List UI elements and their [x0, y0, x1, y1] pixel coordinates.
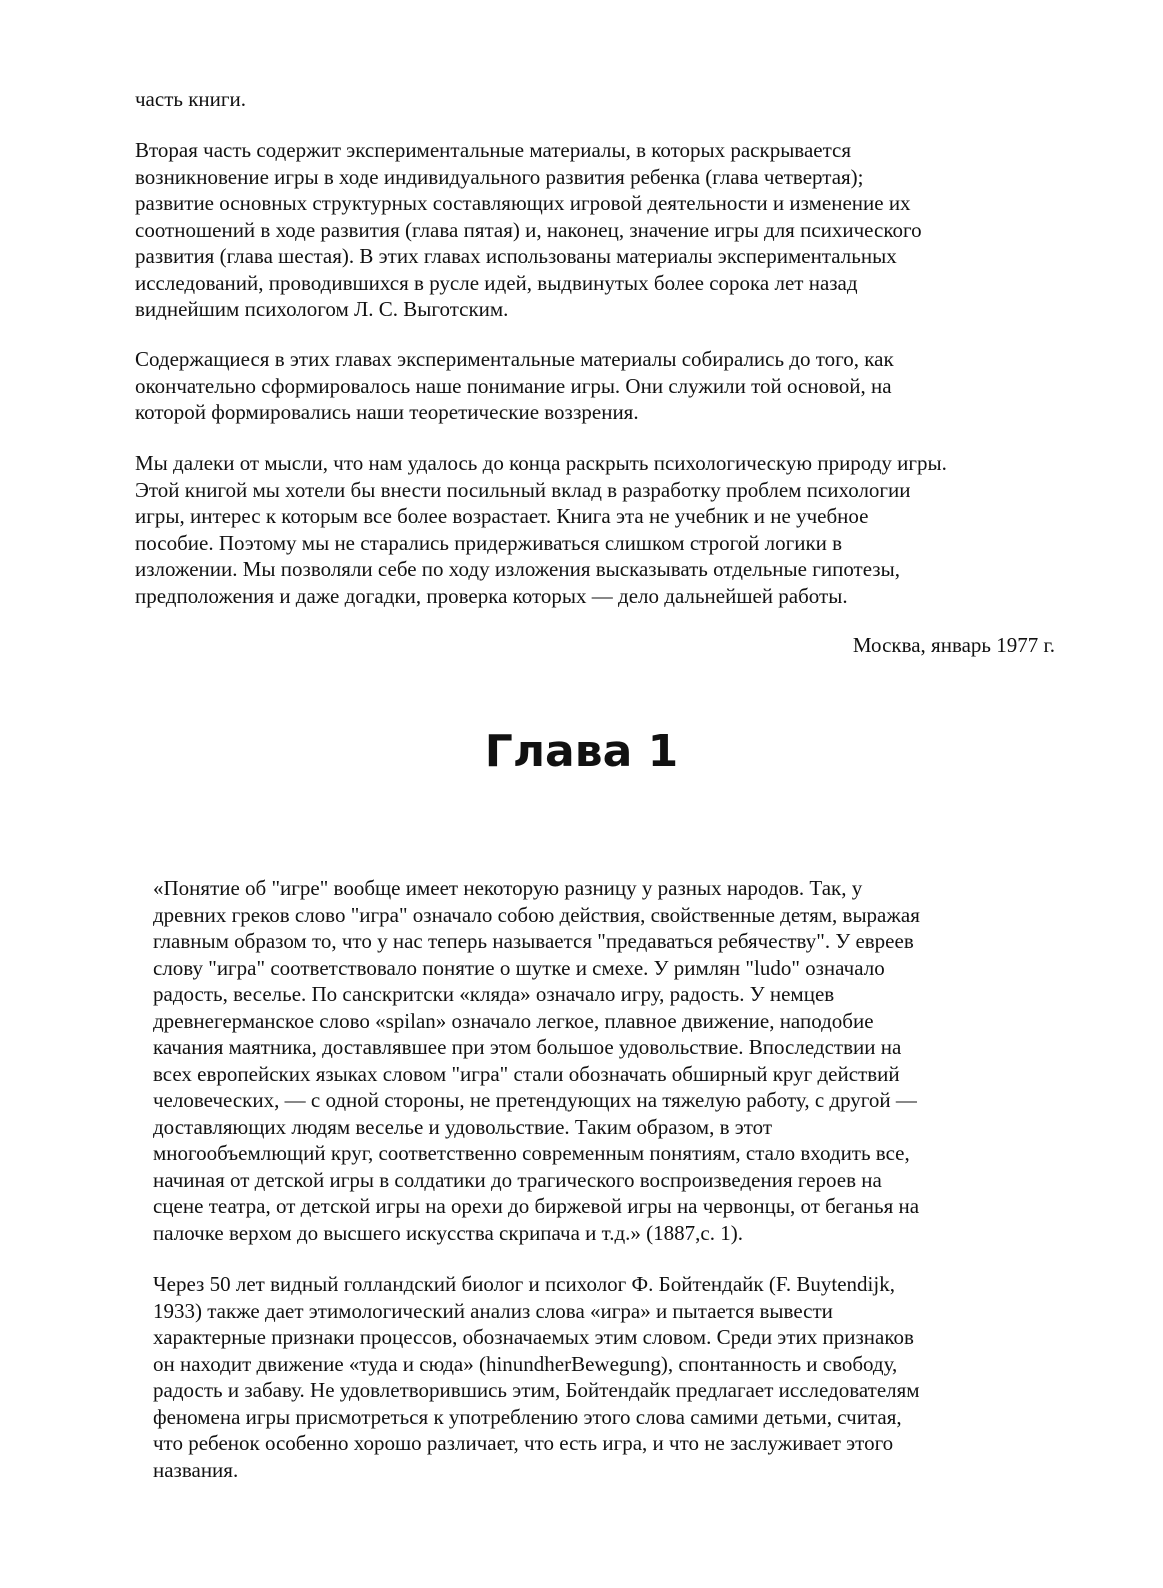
- text-line: игры, интерес к которым все более возрастает. Книга эта не учебник и не учебное: [135, 504, 869, 528]
- text-line: которой формировались наши теоретические воззрения.: [135, 400, 639, 424]
- text-line: феномена игры присмотреться к употреблению этого слова самими детьми, считая,: [153, 1404, 902, 1429]
- text-line: радость и забаву. Не удовлетворившись этим, Бойтендайк предлагает исследователям: [153, 1378, 920, 1402]
- text-line: соотношений в ходе развития (глава пятая) и, наконец, значение игры для психического: [135, 217, 922, 242]
- paragraph: [135, 450, 1055, 609]
- paragraph: [135, 86, 1055, 113]
- text-line: Этой книгой мы хотели бы внести посильный вклад в разработку проблем психологии: [135, 477, 911, 502]
- paragraph-buytendijk: [153, 1271, 1053, 1483]
- text-line: доставляющих людям веселье и удовольствие. Таким образом, в этот: [153, 1114, 773, 1139]
- text-line: всех европейских языках словом "игра" стали обозначать обширный круг действий: [153, 1061, 900, 1086]
- paragraph-intro-end: [135, 86, 1055, 113]
- text-line: палочке верхом до высшего искусства скрипача и т.д.» (1887,с. 1).: [153, 1220, 743, 1245]
- paragraph: [135, 137, 1055, 323]
- text-line: древнегерманское слово «spilan» означало легкое, плавное движение, наподобие: [153, 1008, 874, 1033]
- text-line: древних греков слово "игра" означало собою действия, свойственные детям, выражая: [153, 902, 920, 927]
- chapter-title: Глава 1: [484, 726, 679, 777]
- text-line: характерные признаки процессов, обозначаемых этим словом. Среди этих признаков: [153, 1325, 914, 1349]
- text-line: названия.: [153, 1457, 239, 1482]
- text-line: часть книги.: [135, 87, 246, 111]
- text-line: Через 50 лет видный голландский биолог и психолог Ф. Бойтендайк (F. Buytendijk,: [153, 1272, 895, 1296]
- text-line: он находит движение «туда и сюда» (hinundherBewegung), спонтанность и свободу,: [153, 1351, 898, 1376]
- text-line: сцене театра, от детской игры на орехи до биржевой игры на червонцы, от беганья на: [153, 1194, 920, 1218]
- text-line: качания маятника, доставлявшее при этом большое удовольствие. Впоследствии на: [153, 1035, 902, 1059]
- text-line: окончательно сформировалось наше понимание игры. Они служили той основой, на: [135, 373, 892, 398]
- paragraph: [135, 346, 1055, 426]
- paragraph: [153, 875, 1053, 1246]
- text-line: что ребенок особенно хорошо различает, что есть игра, и что не заслуживает этого: [153, 1431, 894, 1455]
- text-line: пособие. Поэтому мы не старались придерживаться слишком строгой логики в: [135, 530, 843, 555]
- paragraph: [153, 1271, 1053, 1483]
- text-line: Вторая часть содержит экспериментальные материалы, в которых раскрывается: [135, 138, 851, 162]
- text-line: развитие основных структурных составляющих игровой деятельности и изменение их: [135, 191, 911, 215]
- text-line: многообъемлющий круг, соответственно современным понятиям, стало входить все,: [153, 1141, 910, 1165]
- text-line: радость, веселье. По санскритски «кляда» означало игру, радость. У немцев: [153, 982, 835, 1006]
- text-line: виднейшим психологом Л. С. Выготским.: [135, 297, 509, 321]
- paragraph-second-part: [135, 137, 1055, 323]
- text-line: главным образом то, что у нас теперь называется "предаваться ребячеству". У евреев: [153, 929, 914, 953]
- paragraph-materials: [135, 346, 1055, 426]
- text-line: начиная от детской игры в солдатики до трагического воспроизведения героев на: [153, 1167, 882, 1192]
- paragraph-conclusion: [135, 450, 1055, 609]
- text-line: предположения и даже догадки, проверка которых — дело дальнейшей работы.: [135, 583, 848, 608]
- text-line: возникновение игры в ходе индивидуального развития ребенка (глава четвертая);: [135, 164, 864, 189]
- text-line: «Понятие об "игре" вообще имеет некоторую разницу у разных народов. Так, у: [153, 876, 863, 900]
- text-line: Содержащиеся в этих главах экспериментальные материалы собирались до того, как: [135, 347, 894, 371]
- text-line: исследований, проводившихся в русле идей, выдвинутых более сорока лет назад: [135, 270, 858, 295]
- text-line: 1933) также дает этимологический анализ слова «игра» и пытается вывести: [153, 1298, 833, 1323]
- text-line: Мы далеки от мысли, что нам удалось до конца раскрыть психологическую природу игры.: [135, 451, 947, 475]
- text-line: развития (глава шестая). В этих главах использованы материалы экспериментальных: [135, 244, 897, 268]
- paragraph-quote: [153, 875, 1053, 1246]
- place-date-signature: Москва, январь 1977 г.: [852, 633, 1055, 657]
- text-line: человеческих, — с одной стороны, не претендующих на тяжелую работу, с другой —: [153, 1088, 917, 1112]
- text-line: слову "игра" соответствовало понятие о шутке и смехе. У римлян "ludo" означало: [153, 955, 885, 980]
- text-line: изложении. Мы позволяли себе по ходу изложения высказывать отдельные гипотезы,: [135, 557, 900, 581]
